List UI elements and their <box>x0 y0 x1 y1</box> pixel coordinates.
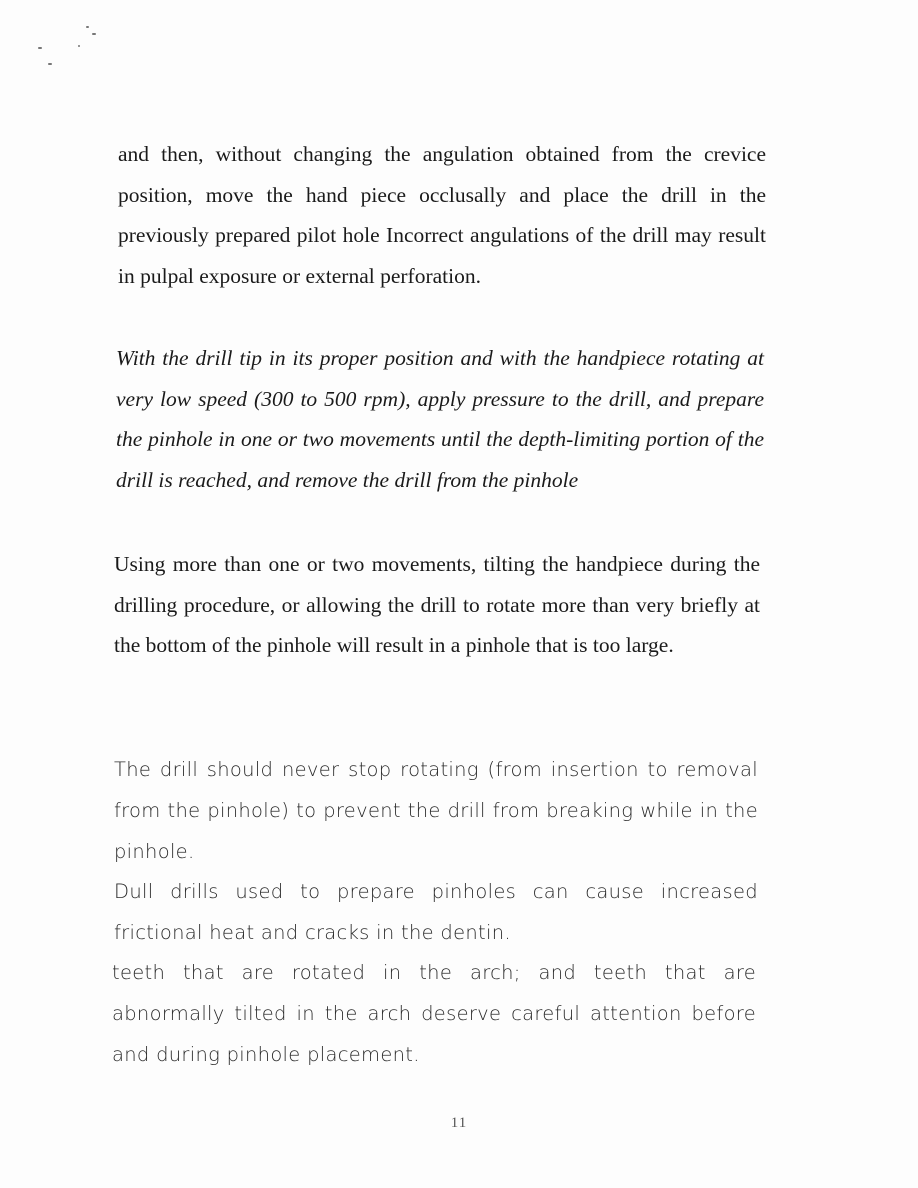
scan-speck <box>78 45 80 47</box>
scan-speck <box>92 33 96 35</box>
scan-speck <box>86 26 89 28</box>
scan-speck <box>48 63 52 65</box>
paragraph-angulation: and then, without changing the angulation obtained from the crevice position, move the hand piece occlusally and place the drill in the previously prepared pilot hole Incorrect angulations of the drill may result in pulpal exposure or external perforation. <box>118 142 766 288</box>
page-number: 11 <box>450 1115 468 1131</box>
paragraph-never-stop-rotating: The drill should never stop rotating (from insertion to removal from the pinhole) to prevent the drill from breaking while in the pinhole. <box>114 758 758 863</box>
paragraph-drill-procedure: With the drill tip in its proper position and with the handpiece rotating at very low speed (300 to 500 rpm), apply pressure to the drill, and prepare the pinhole in one or two movements until the depth-limiting portion of the drill is reached, and remove the drill from the pinhole <box>116 346 764 492</box>
paragraph-dull-drills: Dull drills used to prepare pinholes can cause increased frictional heat and cracks in the dentin. <box>114 880 758 944</box>
scan-speck <box>38 47 42 49</box>
paragraph-oversized-pinhole: Using more than one or two movements, tilting the handpiece during the drilling procedure, or allowing the drill to rotate more than very briefly at the bottom of the pinhole will result in a pinhole that is too large. <box>114 552 760 657</box>
paragraph-rotated-tilted-teeth: teeth that are rotated in the arch; and teeth that are abnormally tilted in the arch deserve careful attention before and during pinhole placement. <box>112 961 756 1066</box>
